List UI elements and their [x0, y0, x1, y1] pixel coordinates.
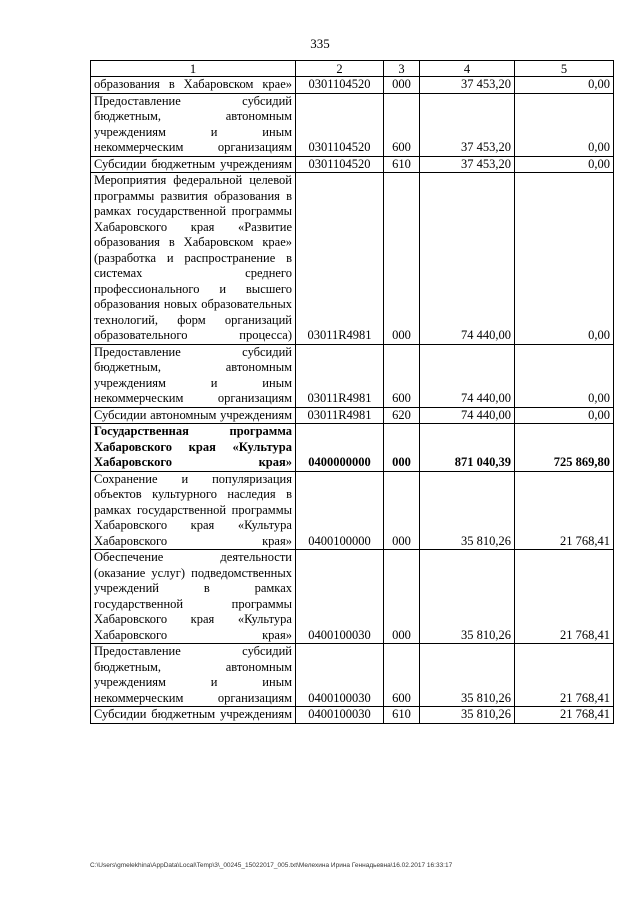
row-name-cell: Государственная программа Хабаровского края «Культура Хабаровского края»: [91, 424, 296, 472]
row-amount-2-cell: 0,00: [515, 77, 614, 94]
row-name-cell: Предоставление субсидий бюджетным, автономным учреждениям и иным некоммерческим организациям: [91, 644, 296, 707]
row-code-cell: 0400100030: [296, 644, 384, 707]
row-code-cell: 0400100030: [296, 550, 384, 644]
row-code-cell: 0400100000: [296, 471, 384, 550]
row-amount-1-cell: 74 440,00: [420, 407, 515, 424]
row-code-cell: 0301104520: [296, 156, 384, 173]
table-header-row: [91, 61, 614, 77]
row-amount-2-cell: 21 768,41: [515, 550, 614, 644]
row-amount-2-cell: 21 768,41: [515, 644, 614, 707]
row-expense-type-cell: 000: [384, 550, 420, 644]
row-amount-2-cell: 0,00: [515, 156, 614, 173]
row-name-cell: Субсидии бюджетным учреждениям: [91, 156, 296, 173]
row-expense-type-cell: 000: [384, 471, 420, 550]
column-header: 2: [296, 61, 384, 77]
row-amount-1-cell: 37 453,20: [420, 93, 515, 156]
row-name-cell: Предоставление субсидий бюджетным, автономным учреждениям и иным некоммерческим организациям: [91, 93, 296, 156]
column-header: 4: [420, 61, 515, 77]
table-row: [91, 77, 614, 94]
row-name-cell: Сохранение и популяризация объектов культурного наследия в рамках государственной программы Хабаровского края «Культура Хабаровского края»: [91, 471, 296, 550]
table-row: [91, 173, 614, 345]
footer-file-path: C:\Users\gmelekhina\AppData\Local\Temp\3\_00245_15022017_005.txt\Мелехина Ирина Геннадьевна\16.02.2017 16:33:17: [90, 862, 453, 869]
row-code-cell: 0400100030: [296, 707, 384, 724]
row-name-cell: Обеспечение деятельности (оказание услуг) подведомственных учреждений в рамках государственной программы Хабаровского края «Культура Хабаровского края»: [91, 550, 296, 644]
table-row: [91, 644, 614, 707]
table-row: [91, 707, 614, 724]
row-amount-1-cell: 74 440,00: [420, 173, 515, 345]
row-expense-type-cell: 000: [384, 173, 420, 345]
table-row: [91, 471, 614, 550]
row-expense-type-cell: 600: [384, 644, 420, 707]
row-expense-type-cell: 610: [384, 707, 420, 724]
row-amount-1-cell: 74 440,00: [420, 344, 515, 407]
row-name-cell: Предоставление субсидий бюджетным, автономным учреждениям и иным некоммерческим организациям: [91, 344, 296, 407]
column-header: 5: [515, 61, 614, 77]
column-header: 3: [384, 61, 420, 77]
table-row: [91, 407, 614, 424]
row-expense-type-cell: 000: [384, 424, 420, 472]
table-row: [91, 550, 614, 644]
row-code-cell: 0301104520: [296, 77, 384, 94]
row-name-cell: Мероприятия федеральной целевой программы развития образования в рамках государственной программы Хабаровского края «Развитие образования в Хабаровском крае» (разработка и распространение в системах среднего профессионального и высшего образования новых образовательных технологий, форм организаций образовательного процесса): [91, 173, 296, 345]
row-code-cell: 0400000000: [296, 424, 384, 472]
row-amount-2-cell: 0,00: [515, 93, 614, 156]
row-expense-type-cell: 620: [384, 407, 420, 424]
page-number: 335: [310, 36, 330, 51]
row-expense-type-cell: 000: [384, 77, 420, 94]
table-row: [91, 344, 614, 407]
table-row: [91, 93, 614, 156]
row-expense-type-cell: 600: [384, 344, 420, 407]
row-amount-2-cell: 0,00: [515, 173, 614, 345]
row-amount-1-cell: 871 040,39: [420, 424, 515, 472]
budget-table: [90, 60, 614, 724]
row-amount-2-cell: 0,00: [515, 344, 614, 407]
row-expense-type-cell: 600: [384, 93, 420, 156]
row-amount-1-cell: 37 453,20: [420, 77, 515, 94]
row-name-cell: Субсидии бюджетным учреждениям: [91, 707, 296, 724]
row-amount-2-cell: 725 869,80: [515, 424, 614, 472]
column-header: 1: [91, 61, 296, 77]
table-row: [91, 156, 614, 173]
row-name-cell: образования в Хабаровском крае»: [91, 77, 296, 94]
row-amount-1-cell: 35 810,26: [420, 550, 515, 644]
row-name-cell: Субсидии автономным учреждениям: [91, 407, 296, 424]
row-expense-type-cell: 610: [384, 156, 420, 173]
row-amount-1-cell: 35 810,26: [420, 707, 515, 724]
row-code-cell: 03011R4981: [296, 344, 384, 407]
row-amount-1-cell: 37 453,20: [420, 156, 515, 173]
row-amount-2-cell: 21 768,41: [515, 707, 614, 724]
row-amount-2-cell: 21 768,41: [515, 471, 614, 550]
row-code-cell: 0301104520: [296, 93, 384, 156]
row-code-cell: 03011R4981: [296, 407, 384, 424]
row-amount-1-cell: 35 810,26: [420, 644, 515, 707]
row-code-cell: 03011R4981: [296, 173, 384, 345]
row-amount-2-cell: 0,00: [515, 407, 614, 424]
table-row: [91, 424, 614, 472]
row-amount-1-cell: 35 810,26: [420, 471, 515, 550]
